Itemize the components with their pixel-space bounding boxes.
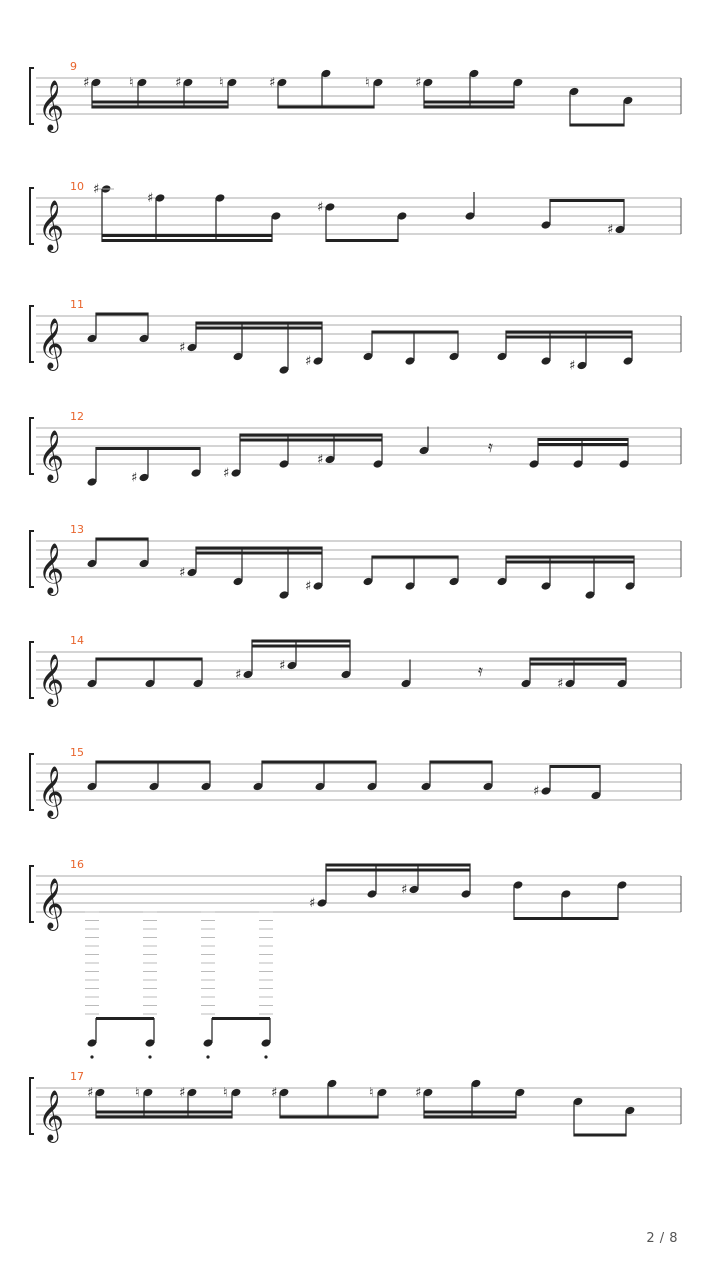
note-beam — [424, 1116, 516, 1119]
treble-clef-icon: 𝄞 — [38, 430, 65, 481]
note-beam — [240, 439, 382, 442]
sharp-icon: ♯ — [305, 579, 312, 594]
measure-number: 15 — [70, 746, 84, 759]
note-beam — [96, 1017, 154, 1020]
sharp-icon: ♯ — [607, 222, 614, 238]
sharp-icon: ♯ — [269, 75, 276, 91]
note-beam — [430, 761, 492, 764]
natural-icon: ♮ — [223, 1085, 228, 1101]
staff-system — [30, 298, 681, 375]
note-beam — [326, 864, 470, 867]
measure-number: 16 — [70, 858, 84, 871]
note-beam — [96, 1116, 232, 1119]
note-beam — [96, 761, 210, 764]
treble-clef-icon: 𝄞 — [38, 878, 65, 929]
system-bracket — [30, 866, 34, 922]
measure-number: 9 — [70, 60, 77, 73]
measure-number: 14 — [70, 634, 84, 647]
sharp-icon: ♯ — [83, 75, 90, 91]
staccato-dot — [264, 1055, 267, 1058]
natural-icon: ♮ — [129, 75, 134, 91]
note-beam — [280, 1116, 378, 1119]
note-beam — [506, 556, 634, 559]
note-beam — [530, 663, 626, 666]
sharp-icon: ♯ — [179, 340, 186, 356]
measure-number: 10 — [70, 180, 84, 193]
sharp-icon: ♯ — [93, 182, 100, 197]
measure-number: 12 — [70, 410, 84, 423]
note-beam — [196, 327, 322, 330]
natural-icon: ♮ — [135, 1085, 140, 1101]
staccato-dot — [90, 1055, 93, 1058]
sharp-icon: ♯ — [415, 75, 422, 91]
staff-system — [30, 858, 681, 931]
sharp-icon: ♯ — [305, 354, 312, 369]
system-bracket — [30, 642, 34, 698]
note-beam — [96, 447, 200, 450]
note-beam — [278, 106, 374, 109]
note-beam — [92, 106, 228, 109]
note-beam — [506, 561, 634, 564]
sharp-icon: ♯ — [533, 784, 540, 799]
note-beam — [372, 556, 458, 559]
sharp-icon: ♯ — [401, 882, 408, 898]
sharp-icon: ♯ — [415, 1085, 422, 1101]
note-beam — [574, 1134, 626, 1137]
note-beam — [424, 1111, 516, 1114]
note-beam — [424, 106, 514, 109]
treble-clef-icon: 𝄞 — [38, 200, 65, 251]
note-beam — [550, 765, 600, 768]
system-bracket — [30, 418, 34, 474]
note-beam — [514, 917, 618, 920]
sharp-icon: ♯ — [279, 658, 286, 674]
page-number: 2 / 8 — [646, 1231, 678, 1246]
staff-system — [30, 746, 681, 819]
sharp-icon: ♯ — [179, 565, 186, 581]
note-beam — [252, 645, 350, 648]
system-bracket — [30, 1078, 34, 1134]
sharp-icon: ♯ — [179, 1085, 186, 1101]
natural-icon: ♮ — [219, 75, 224, 91]
note-beam — [252, 640, 350, 643]
treble-clef-icon: 𝄞 — [38, 654, 65, 705]
staff-system — [30, 410, 681, 487]
note-beam — [326, 239, 398, 242]
note-beam — [196, 547, 322, 550]
note-beam — [96, 658, 202, 661]
note-beam — [96, 538, 148, 541]
note-beam — [102, 234, 272, 237]
sharp-icon: ♯ — [175, 75, 182, 91]
treble-clef-icon: 𝄞 — [38, 1090, 65, 1141]
sharp-icon: ♯ — [131, 470, 138, 486]
system-bracket — [30, 306, 34, 362]
note-beam — [506, 336, 632, 339]
note-beam — [196, 322, 322, 325]
measure-number: 13 — [70, 523, 84, 536]
note-beam — [570, 124, 624, 127]
staccato-dot — [206, 1055, 209, 1058]
note-beam — [92, 101, 228, 104]
note-beam — [550, 199, 624, 202]
staff-system — [30, 523, 681, 600]
treble-clef-icon: 𝄞 — [38, 80, 65, 131]
note-beam — [326, 869, 470, 872]
sixteenth-rest-icon: 𝄿 — [478, 661, 483, 680]
natural-icon: ♮ — [369, 1085, 374, 1101]
note-beam — [262, 761, 376, 764]
staff-system — [30, 634, 681, 707]
sharp-icon: ♯ — [271, 1085, 278, 1101]
note-beam — [96, 313, 148, 316]
low-notes-group — [85, 912, 273, 1059]
system-bracket — [30, 188, 34, 244]
natural-icon: ♮ — [365, 75, 370, 91]
system-bracket — [30, 531, 34, 587]
note-beam — [212, 1017, 270, 1020]
note-beam — [530, 658, 626, 661]
staff-system — [30, 1070, 681, 1143]
sharp-icon: ♯ — [309, 896, 316, 911]
note-beam — [196, 552, 322, 555]
note-beam — [102, 239, 272, 242]
note-beam — [96, 1111, 232, 1114]
note-beam — [506, 331, 632, 334]
system-bracket — [30, 754, 34, 810]
sixteenth-rest-icon: 𝄿 — [488, 437, 493, 456]
staff-system — [30, 60, 681, 133]
treble-clef-icon: 𝄞 — [38, 543, 65, 594]
sharp-icon: ♯ — [317, 452, 324, 468]
sharp-icon: ♯ — [147, 191, 154, 206]
note-beam — [538, 443, 628, 446]
note-beam — [240, 434, 382, 437]
treble-clef-icon: 𝄞 — [38, 318, 65, 369]
sharp-icon: ♯ — [569, 358, 576, 374]
note-beam — [372, 331, 458, 334]
measure-number: 17 — [70, 1070, 84, 1083]
staccato-dot — [148, 1055, 151, 1058]
note-beam — [538, 438, 628, 441]
sharp-icon: ♯ — [235, 667, 242, 683]
sharp-icon: ♯ — [223, 466, 230, 481]
treble-clef-icon: 𝄞 — [38, 766, 65, 817]
sharp-icon: ♯ — [557, 676, 564, 692]
staff-system — [30, 180, 681, 253]
measure-number: 11 — [70, 298, 84, 311]
sharp-icon: ♯ — [317, 200, 324, 215]
note-beam — [424, 101, 514, 104]
system-bracket — [30, 68, 34, 124]
sharp-icon: ♯ — [87, 1085, 94, 1101]
